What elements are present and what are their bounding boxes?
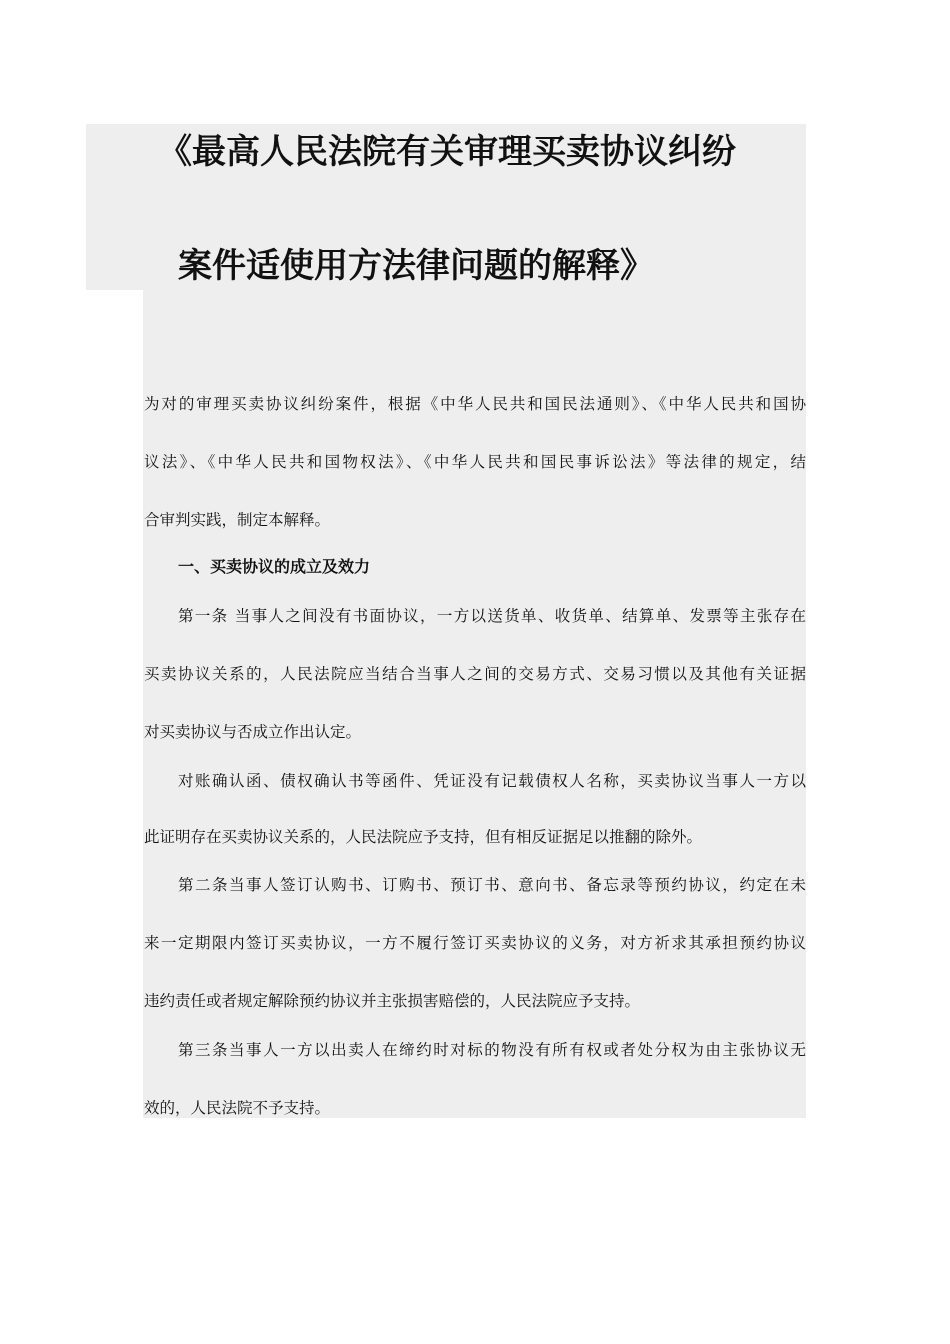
preamble-line-2: 议法》、《中华人民共和国物权法》、《中华人民共和国民事诉讼法》等法律的规定，结 bbox=[144, 453, 806, 471]
article-3-line-1: 第三条当事人一方以出卖人在缔约时对标的物没有所有权或者处分权为由主张协议无 bbox=[178, 1041, 806, 1059]
article-1-line-3: 对买卖协议与否成立作出认定。 bbox=[144, 723, 362, 741]
article-2-line-2: 来一定期限内签订买卖协议，一方不履行签订买卖协议的义务，对方祈求其承担预约协议 bbox=[144, 934, 806, 952]
article-2-line-3: 违约责任或者规定解除预约协议并主张损害赔偿的，人民法院应予支持。 bbox=[144, 992, 641, 1010]
article-1-paragraph-2-line-2: 此证明存在买卖协议关系的，人民法院应予支持，但有相反证据足以推翻的除外。 bbox=[144, 828, 703, 846]
article-3-line-2: 效的，人民法院不予支持。 bbox=[144, 1099, 331, 1117]
document-title-line-1: 《最高人民法院有关审理买卖协议纠纷 bbox=[158, 132, 736, 172]
preamble-line-3: 合审判实践，制定本解释。 bbox=[144, 511, 331, 529]
section-heading: 一、买卖协议的成立及效力 bbox=[178, 557, 371, 576]
article-1-paragraph-2-line-1: 对账确认函、债权确认书等函件、凭证没有记载债权人名称，买卖协议当事人一方以 bbox=[178, 772, 806, 790]
preamble-line-1: 为对的审理买卖协议纠纷案件，根据《中华人民共和国民法通则》、《中华人民共和国协 bbox=[144, 395, 806, 413]
article-1-line-1: 第一条 当事人之间没有书面协议，一方以送货单、收货单、结算单、发票等主张存在 bbox=[178, 607, 806, 625]
article-2-line-1: 第二条当事人签订认购书、订购书、预订书、意向书、备忘录等预约协议，约定在未 bbox=[178, 876, 806, 894]
document-title-line-2: 案件适使用方法律问题的解释》 bbox=[178, 246, 654, 286]
article-1-line-2: 买卖协议关系的，人民法院应当结合当事人之间的交易方式、交易习惯以及其他有关证据 bbox=[144, 665, 806, 683]
